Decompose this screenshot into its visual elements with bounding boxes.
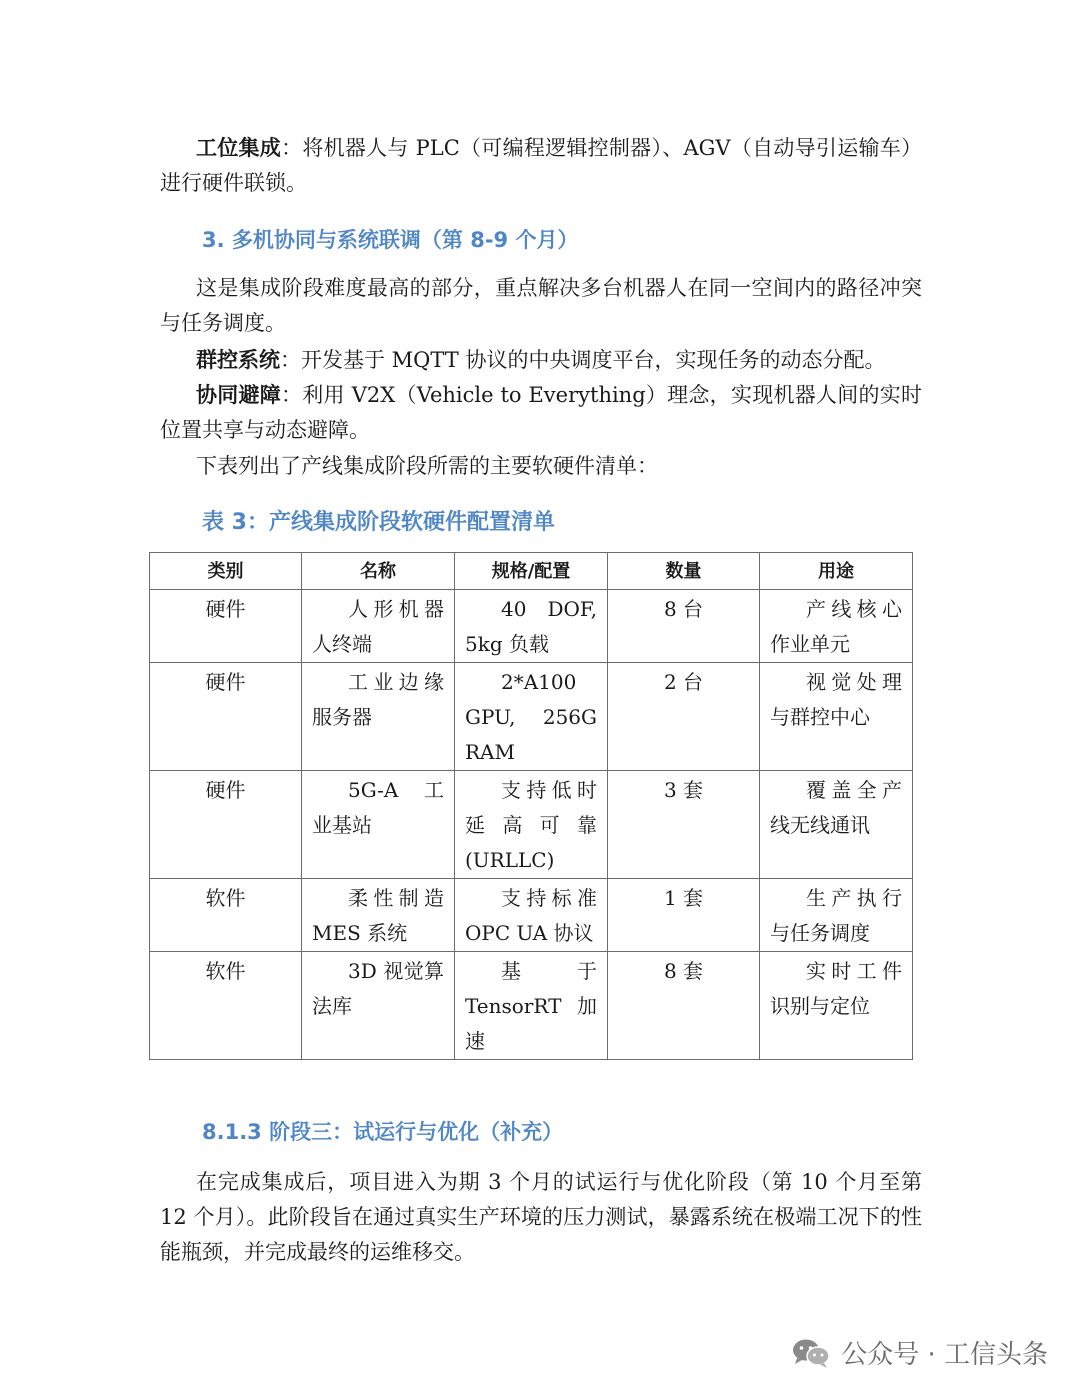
column-header-purpose: 用途 (760, 553, 913, 590)
config-table (149, 552, 913, 1060)
cell-quantity: 1 套 (608, 879, 760, 952)
cell-name: 5G-A 工业基站 (302, 771, 455, 879)
cell-spec: 2*A100 GPU, 256G RAM (455, 663, 608, 771)
paragraph-lead: 工位集成 (196, 136, 282, 160)
cell-spec: 支持标准 OPC UA 协议 (455, 879, 608, 952)
cell-category: 硬件 (150, 590, 302, 663)
paragraph-workstation-integration (160, 131, 922, 201)
paragraph-group-control (160, 343, 922, 378)
table-header-row (150, 553, 913, 590)
paragraph-text: ：将机器人与 PLC（可编程逻辑控制器）、AGV（自动导引运输车）进行硬件联锁。 (160, 136, 922, 195)
cell-name: 人形机器人终端 (302, 590, 455, 663)
paragraph-lead: 群控系统 (196, 348, 280, 372)
watermark (791, 1334, 1048, 1371)
cell-category: 硬件 (150, 771, 302, 879)
cell-quantity: 2 台 (608, 663, 760, 771)
cell-purpose: 产线核心作业单元 (760, 590, 913, 663)
cell-purpose: 实时工件识别与定位 (760, 952, 913, 1060)
column-header-spec: 规格/配置 (455, 553, 608, 590)
cell-purpose: 生产执行与任务调度 (760, 879, 913, 952)
cell-quantity: 3 套 (608, 771, 760, 879)
cell-category: 软件 (150, 879, 302, 952)
cell-name: 3D 视觉算法库 (302, 952, 455, 1060)
paragraph-integration-difficulty: 这是集成阶段难度最高的部分，重点解决多台机器人在同一空间内的路径冲突与任务调度。 (160, 276, 922, 335)
paragraph-table-intro: 下表列出了产线集成阶段所需的主要软硬件清单： (196, 454, 658, 478)
column-header-quantity: 数量 (608, 553, 760, 590)
paragraph-collision-avoidance (160, 378, 922, 448)
wechat-icon (791, 1337, 831, 1369)
cell-spec: 基于 TensorRT 加速 (455, 952, 608, 1060)
paragraph-lead: 协同避障 (196, 383, 282, 407)
cell-purpose: 覆盖全产线无线通讯 (760, 771, 913, 879)
paragraph-text: ：利用 V2X（Vehicle to Everything）理念，实现机器人间的实时位置共享与动态避障。 (160, 383, 922, 442)
column-header-category: 类别 (150, 553, 302, 590)
table-row (150, 879, 913, 952)
cell-category: 硬件 (150, 663, 302, 771)
cell-quantity: 8 套 (608, 952, 760, 1060)
section-heading-multi-robot: 3. 多机协同与系统联调（第 8-9 个月） (202, 228, 579, 252)
paragraph-trial-run: 在完成集成后，项目进入为期 3 个月的试运行与优化阶段（第 10 个月至第 12 个月）。此阶段旨在通过真实生产环境的压力测试，暴露系统在极端工况下的性能瓶颈，并完成最终的运维移交。 (160, 1170, 922, 1264)
cell-category: 软件 (150, 952, 302, 1060)
column-header-name: 名称 (302, 553, 455, 590)
table-caption: 表 3：产线集成阶段软硬件配置清单 (202, 510, 555, 535)
section-heading-trial-run: 8.1.3 阶段三：试运行与优化（补充） (202, 1120, 564, 1144)
paragraph-text: ：开发基于 MQTT 协议的中央调度平台，实现任务的动态分配。 (280, 348, 886, 372)
table-row (150, 663, 913, 771)
cell-name: 柔性制造 MES 系统 (302, 879, 455, 952)
table-row (150, 952, 913, 1060)
cell-spec: 40 DOF, 5kg 负载 (455, 590, 608, 663)
cell-name: 工业边缘服务器 (302, 663, 455, 771)
cell-quantity: 8 台 (608, 590, 760, 663)
table-row (150, 590, 913, 663)
table-row (150, 771, 913, 879)
cell-purpose: 视觉处理与群控中心 (760, 663, 913, 771)
watermark-text: 公众号 · 工信头条 (841, 1340, 1048, 1370)
cell-spec: 支持低时延高可靠 (URLLC) (455, 771, 608, 879)
